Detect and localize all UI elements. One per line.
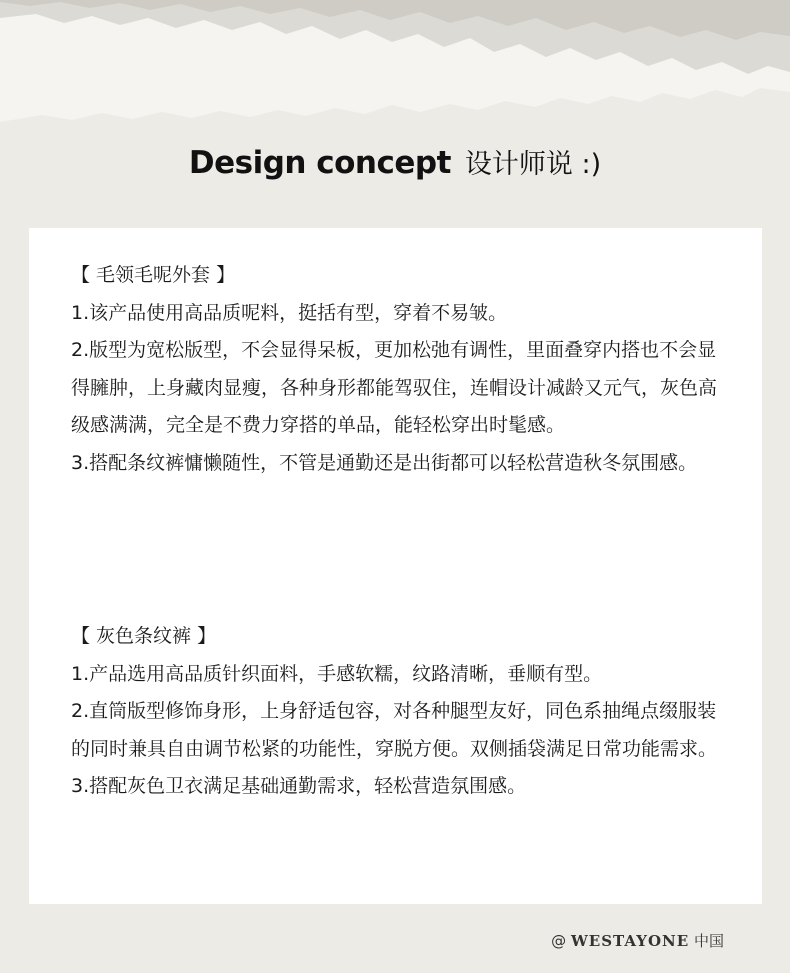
brand-logo: WESTAYONE bbox=[570, 932, 690, 950]
torn-paper-decoration bbox=[0, 0, 790, 130]
list-item: 1.产品选用高品质针织面料，手感软糯，纹路清晰，垂顺有型。 bbox=[71, 662, 603, 685]
section-pants bbox=[71, 618, 731, 806]
list-item: 2.直筒版型修饰身形，上身舒适包容，对各种腿型友好，同色系抽绳点缀服装的同时兼具自由调节松紧的功能性，穿脱方便。双侧插袋满足日常功能需求。 bbox=[71, 700, 718, 760]
list-item: 3.搭配条纹裤慵懒随性，不管是通勤还是出街都可以轻松营造秋冬氛围感。 bbox=[71, 451, 698, 474]
title-chinese: 设计师说 :) bbox=[464, 149, 602, 180]
region-label: 中国 bbox=[693, 932, 724, 950]
content-card bbox=[29, 228, 762, 904]
list-item: 2.版型为宽松版型，不会显得呆板，更加松弛有调性，里面叠穿内搭也不会显得臃肿，上身藏肉显瘦，各种身形都能驾驭住，连帽设计减龄又元气，灰色高级感满满，完全是不费力穿搭的单品，能轻松穿出时髦感。 bbox=[71, 339, 718, 436]
page-title bbox=[0, 142, 790, 181]
section-title: 【 毛领毛呢外套 】 bbox=[71, 264, 236, 286]
section-title: 【 灰色条纹裤 】 bbox=[71, 625, 217, 647]
title-english: Design concept bbox=[188, 145, 451, 181]
brand-footer bbox=[551, 930, 724, 951]
list-item: 3.搭配灰色卫衣满足基础通勤需求，轻松营造氛围感。 bbox=[71, 775, 527, 797]
at-symbol: @ bbox=[551, 932, 567, 950]
list-item: 1.该产品使用高品质呢料，挺括有型，穿着不易皱。 bbox=[71, 301, 508, 324]
section-coat bbox=[71, 257, 731, 482]
